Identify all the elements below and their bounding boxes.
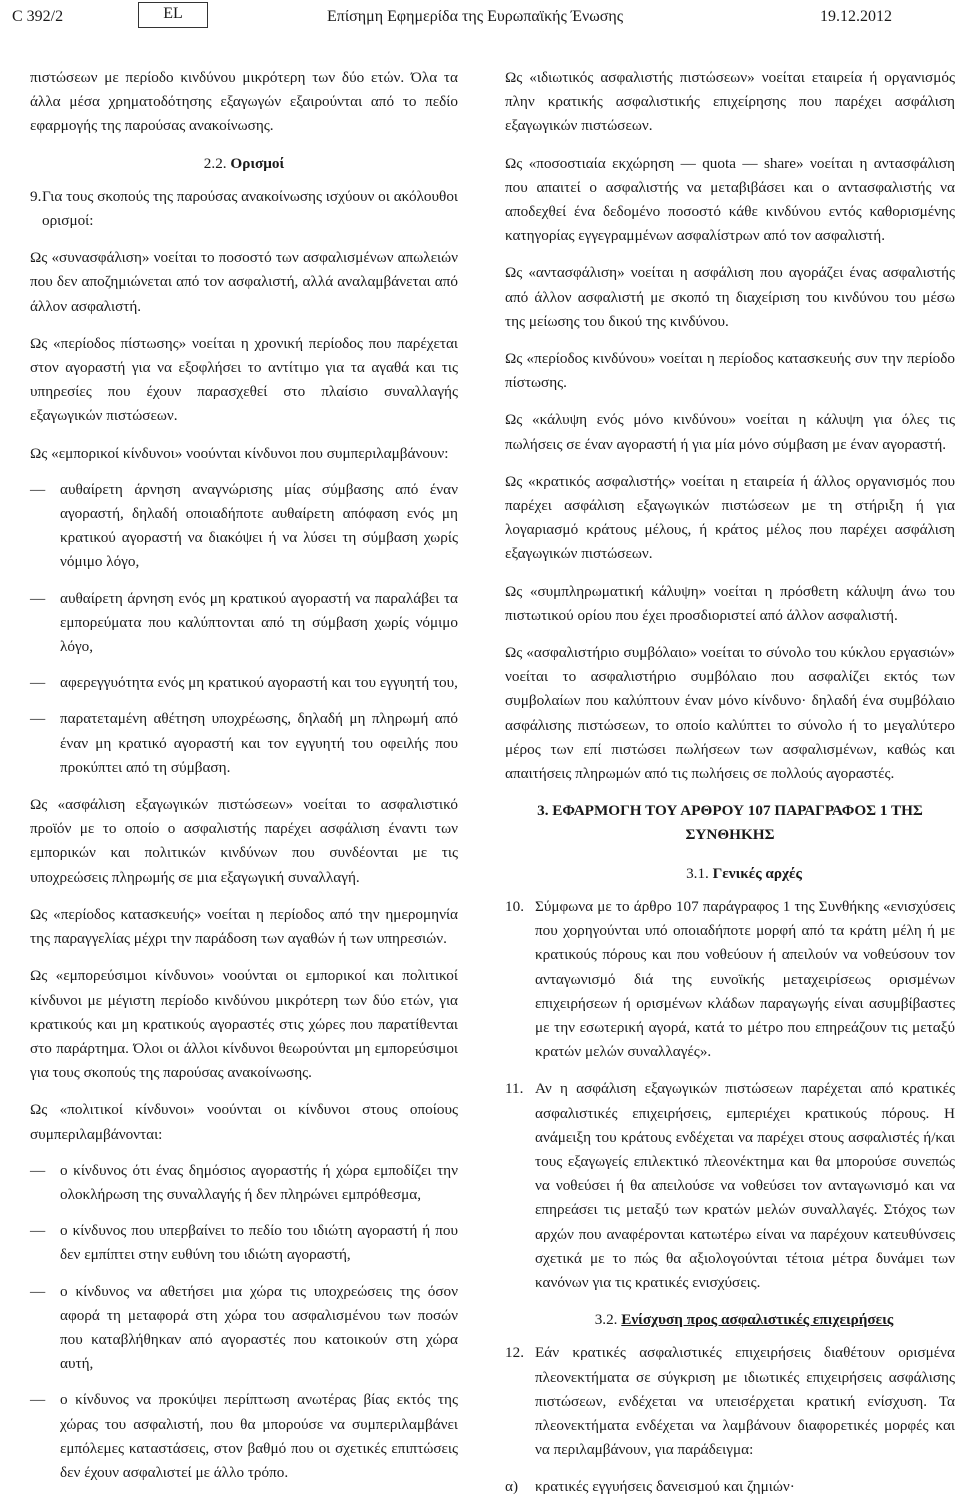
definition-quota-share: Ως «ποσοστιαία εκχώρηση — quota — share» νοείται η αντασφάλιση που απαιτεί ο ασφαλιστής να μεταβιβάσει και ο αντασφαλιστής να αποδεχθεί ένα δεδομένο ποσοστό κάθε κινδύνου εντός καθορισμένης κατηγορίας εγγεγραμμένων ασφαλίστρων από τον ασφαλιστή. — [505, 154, 955, 245]
definition-credit-period: Ως «περίοδος πίστωσης» νοείται η χρονική περίοδος που παρέχεται στον αγοραστή για να εξοφλήσει το αντίτιμο για τα αγαθά και τις υπηρεσίες που έχουν παρασχεθεί στο πλαίσιο συναλλαγής εξαγωγικών πιστώσεων. — [30, 334, 458, 425]
paragraph-text: Εάν κρατικές ασφαλιστικές επιχειρήσεις διαθέτουν ορισμένα πλεονεκτήματα σε σύγκριση με ιδιωτικές επιχειρήσεις ασφάλισης πιστώσεων, ενδέχεται να υπεισέρχεται κρατική ενίσχυση. Τα πλεονεκτήματα ενδέχεται να λαμβάνουν διαφορετικές μορφές και να περιλαμβάνουν, για παράδειγμα: — [535, 1344, 955, 1459]
dash-bullet: — — [30, 1282, 46, 1300]
paragraph-9 — [30, 185, 458, 233]
paragraph-11 — [505, 1077, 955, 1295]
journal-title: Επίσημη Εφημερίδα της Ευρωπαϊκής Ένωσης — [327, 8, 624, 25]
right-column — [505, 66, 955, 1500]
dash-bullet: — — [30, 1391, 46, 1409]
issue-date: 19.12.2012 — [820, 8, 892, 25]
section-number: 3.2. — [594, 1311, 618, 1329]
list-item: — αυθαίρετη άρνηση αναγνώρισης μίας σύμβασης από έναν αγοραστή, δηλαδή οποιαδήποτε αυθαίρετη απόφαση ενός μη κρατικού αγοραστή να διακόψει ή να λύσει τη σύμβαση χωρίς νόμιμο λόγο, — [30, 478, 458, 575]
section-3-heading: 3. ΕΦΑΡΜΟΓΗ ΤΟΥ ΑΡΘΡΟΥ 107 ΠΑΡΑΓΡΑΦΟΣ 1 ΤΗΣ ΣΥΝΘΗΚΗΣ — [537, 802, 923, 844]
list-item: — αφερεγγυότητα ενός μη κρατικού αγοραστή και του εγγυητή του, — [30, 671, 458, 695]
section-title: Ορισμοί — [230, 154, 285, 172]
definition-manufacturing-period: Ως «περίοδος κατασκευής» νοείται η περίοδος από την ημερομηνία της παραγγελίας μέχρι την παράδοση των αγαθών ή των υπηρεσιών. — [30, 905, 458, 948]
list-item-a — [505, 1475, 955, 1499]
section-3-2-heading — [533, 1308, 955, 1332]
list-item: — ο κίνδυνος να προκύψει περίπτωση ανωτέρας βίας εκτός της χώρας του ασφαλιστή, που θα μπορούσε να συμπεριλαμβάνει εμπόλεμες καταστάσεις, στον βαθμό που οι σχετικές επιπτώσεις δεν έχουν ασφαλιστεί με άλλο τρόπο. — [30, 1388, 458, 1485]
definition-risk-period: Ως «περίοδος κινδύνου» νοείται η περίοδος κατασκευής συν την περίοδο πίστωσης. — [505, 350, 955, 392]
definition-commercial-risks: Ως «εμπορικοί κίνδυνοι» νοούνται κίνδυνοι που συμπεριλαμβάνουν: — [30, 444, 449, 462]
definition-marketable-risks: Ως «εμπορεύσιμοι κίνδυνοι» νοούνται οι εμπορικοί και πολιτικοί κίνδυνοι με μέγιστη περίοδο κινδύνου μικρότερη των δύο ετών, για κρατικούς και μη κρατικούς αγοραστές στις χώρες που παρατίθενται στο παράρτημα. Όλοι οι άλλοι κίνδυνοι θεωρούνται μη εμπορεύσιμοι για τους σκοπούς της παρούσας ανακοίνωσης. — [30, 967, 458, 1082]
list-item: — αυθαίρετη άρνηση ενός μη κρατικού αγοραστή να παραλάβει τα εμπορεύματα που καλύπτονται από τη σύμβαση χωρίς νόμιμο λόγο, — [30, 587, 458, 660]
paragraph-10 — [505, 895, 955, 1064]
definition-coinsurance: Ως «συνασφάλιση» νοείται το ποσοστό των ασφαλισμένων απωλειών που δεν αποζημιώνεται από τον ασφαλιστή, αλλά αναλαμβάνεται από άλλον ασφαλιστή. — [30, 249, 458, 315]
paragraph-number: 9. — [30, 187, 42, 205]
item-label: α) — [505, 1478, 519, 1496]
list-item: — ο κίνδυνος που υπερβαίνει το πεδίο του ιδιώτη αγοραστή ή που δεν εμπίπτει στην ευθύνη του ιδιώτη αγοραστή, — [30, 1219, 458, 1267]
commercial-risks-list — [30, 478, 458, 780]
definition-export-credit-insurance: Ως «ασφάλιση εξαγωγικών πιστώσεων» νοείται το ασφαλιστικό προϊόν με το οποίο ο ασφαλιστής παρέχει ασφάλιση έναντι των εμπορικών και πολιτικών κινδύνων που συνδέονται με τις υποχρεώσεις πληρωμής σε μια εξαγωγική συναλλαγή. — [30, 796, 458, 886]
section-2-2-heading — [30, 152, 458, 176]
political-risks-list — [30, 1159, 458, 1485]
definition-top-up-cover: Ως «συμπληρωματική κάλυψη» νοείται η πρόσθετη κάλυψη άνω του πιστωτικού ορίου που έχει προσδιοριστεί από άλλον ασφαλιστή. — [505, 582, 955, 624]
paragraph-number: 12. — [505, 1344, 524, 1362]
paragraph-number: 11. — [505, 1080, 524, 1098]
definition-political-risks: Ως «πολιτικοί κίνδυνοι» νοούνται οι κίνδυνοι στους οποίους συμπεριλαμβάνονται: — [30, 1101, 458, 1143]
dash-bullet: — — [30, 710, 46, 728]
definition-single-risk-cover: Ως «κάλυψη ενός μόνο κινδύνου» νοείται η κάλυψη για όλες τις πωλήσεις σε έναν αγοραστή ή για μία μόνο σύμβαση με έναν αγοραστή. — [505, 411, 955, 453]
section-title: Ενίσχυση προς ασφαλιστικές επιχειρήσεις — [621, 1311, 894, 1329]
definition-whole-turnover-policy: Ως «ασφαλιστήριο συμβόλαιο» νοείται το σύνολο του κύκλου εργασιών» νοείται το ασφαλιστήριο συμβόλαιο που ασφαλίζει εκτός των συμβολαίων που καλύπτουν έναν μόνο κίνδυνο· δηλαδή ένα συμβόλαιο ασφάλισης πιστώσεων, το οποίο καλύπτει το σύνολο ή το μεγαλύτερο μέρος των επί πιστώσει πωλήσεων των ασφαλισμένων, καθώς και απαιτήσεις πληρωμών από τις πωλήσεις σε πολλούς αγοραστές. — [505, 644, 955, 783]
list-item: — ο κίνδυνος ότι ένας δημόσιος αγοραστής ή χώρα εμποδίζει την ολοκλήρωση της συναλλαγής ή δεν πληρώνει εμπρόθεσμα, — [30, 1159, 458, 1207]
page-reference: C 392/2 — [12, 8, 64, 25]
definition-reinsurance: Ως «αντασφάλιση» νοείται η ασφάλιση που αγοράζει ένας ασφαλιστής από άλλον ασφαλιστή με σκοπό τη διαχείριση του κινδύνου του μέσω της μείωσης του δικού της κινδύνου. — [505, 264, 955, 330]
dash-bullet: — — [30, 480, 46, 498]
list-item: — ο κίνδυνος να αθετήσει μια χώρα τις υποχρεώσεις της όσον αφορά τη μεταφορά στη χώρα του ασφαλισμένου των ποσών που καταβλήθηκαν από αγοραστές που κατοικούν στη χώρα αυτή, — [30, 1280, 458, 1377]
dash-bullet: — — [30, 1222, 46, 1240]
definition-private-credit-insurer: Ως «ιδιωτικός ασφαλιστής πιστώσεων» νοείται εταιρεία ή οργανισμός πλην κρατικής ασφαλιστικής επιχείρησης που παρέχει ασφάλιση εξαγωγικών πιστώσεων. — [505, 69, 955, 135]
section-3-1-heading — [533, 862, 955, 886]
section-number: 3.1. — [686, 864, 709, 882]
definition-state-insurer: Ως «κρατικός ασφαλιστής» νοείται η εταιρεία ή άλλος οργανισμός που παρέχει ασφάλιση εξαγωγικών πιστώσεων με τη στήριξη ή για λογαριασμό κράτους μέλους, ή κράτος μέλος που παρέχει ασφάλιση εξαγωγικών πιστώσεων. — [505, 472, 955, 563]
section-title: Γενικές αρχές — [712, 864, 802, 882]
dash-bullet: — — [30, 674, 46, 692]
item-text: κρατικές εγγυήσεις δανεισμού και ζημιών· — [535, 1478, 795, 1496]
list-item: — παρατεταμένη αθέτηση υποχρέωσης, δηλαδή μη πληρωμή από έναν μη κρατικό αγοραστή και τον εγγυητή του οφειλής που προκύπτει από τη σύμβαση. — [30, 707, 458, 780]
dash-bullet: — — [30, 1161, 46, 1179]
left-column — [30, 66, 458, 1498]
language-box: EL — [138, 2, 208, 28]
page-header — [0, 2, 960, 30]
section-number: 2.2. — [203, 154, 227, 172]
paragraph-text: Αν η ασφάλιση εξαγωγικών πιστώσεων παρέχεται από κρατικές ασφαλιστικές επιχειρήσεις, εμπεριέχει κρατικούς πόρους. Η ανάμειξη του κράτους ενδέχεται να παρέχει στους ασφαλιστές ή/και τους εξαγωγείς επιλεκτικό πλεονέκτημα και θα μπορούσε συνεπώς να νοθεύσει ή θα απειλούσε να νοθεύσει τον ανταγωνισμό και να επηρεάσει τις μεταξύ των κρατών μελών συναλλαγές. Στόχος των αρχών που αναφέρονται κατωτέρω είναι να παρέχουν κατευθύνσεις σχετικά με το πώς θα αξιολογούνται τέτοια μέτρα δυνάμει των κανόνων για τις κρατικές ενισχύσεις. — [535, 1080, 955, 1291]
paragraph-text: Για τους σκοπούς της παρούσας ανακοίνωσης ισχύουν οι ακόλουθοι ορισμοί: — [42, 187, 458, 230]
paragraph-12 — [505, 1341, 955, 1462]
dash-bullet: — — [30, 589, 46, 607]
paragraph-text: Σύμφωνα με το άρθρο 107 παράγραφος 1 της Συνθήκης «ενισχύσεις που χορηγούνται υπό οποιαδήποτε μορφή από τα κράτη μέλη ή με κρατικούς πόρους και που νοθεύουν ή απειλούν να νοθεύσουν τον ανταγωνισμό διά της ευνοϊκής μεταχειρίσεως ορισμένων επιχειρήσεων ή ορισμένων κλάδων παραγωγής είναι ασυμβίβαστες με την εσωτερική αγορά, κατά το μέτρο που επηρεάζουν τις μεταξύ κρατών μελών συναλλαγές». — [535, 897, 955, 1061]
intro-paragraph: πιστώσεων με περίοδο κινδύνου μικρότερη των δύο ετών. Όλα τα άλλα μέσα χρηματοδότησης εξαγωγών εξαιρούνται από το πεδίο εφαρμογής της παρούσας ανακοίνωσης. — [30, 69, 458, 135]
paragraph-number: 10. — [505, 897, 524, 915]
